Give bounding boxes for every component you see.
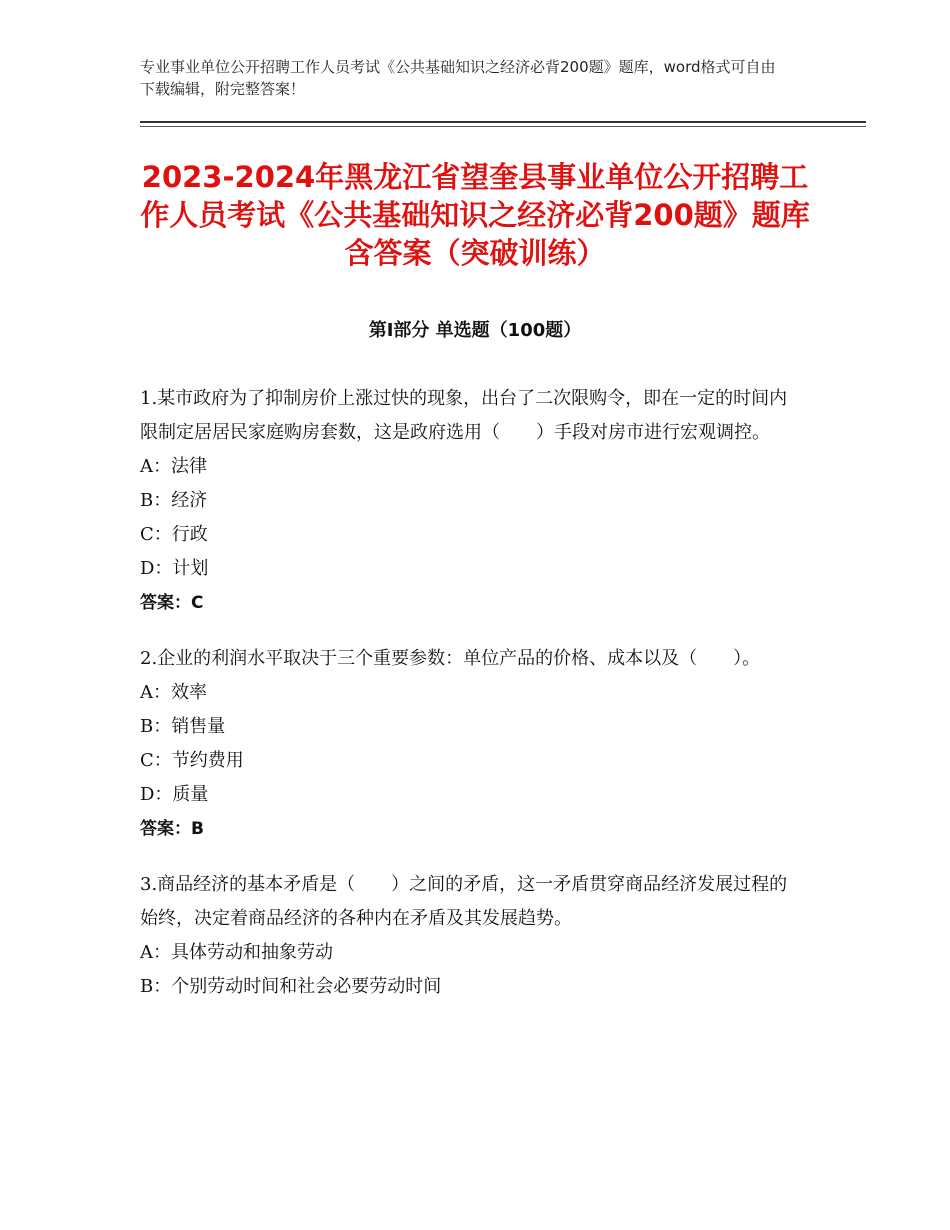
option-c: C：节约费用	[140, 750, 244, 771]
document-title: 2023-2024年黑龙江省望奎县事业单位公开招聘工作人员考试《公共基础知识之经济必背200题》题库含答案（突破训练）	[140, 160, 810, 270]
question-list	[140, 382, 800, 1026]
header-divider-thin	[140, 126, 866, 127]
option-d: D：质量	[140, 784, 209, 805]
option-b: B：个别劳动时间和社会必要劳动时间	[140, 976, 442, 997]
header-divider-thick	[140, 121, 866, 123]
answer: 答案：B	[140, 819, 204, 839]
option-a: A：效率	[140, 682, 207, 703]
option-d: D：计划	[140, 558, 209, 579]
question-stem: 2.企业的利润水平取决于三个重要参数：单位产品的价格、成本以及（ ）。	[140, 648, 761, 669]
question-2	[140, 642, 800, 846]
question-stem: 3.商品经济的基本矛盾是（ ）之间的矛盾，这一矛盾贯穿商品经济发展过程的始终，决定着商品经济的各种内在矛盾及其发展趋势。	[140, 874, 788, 929]
header-note: 专业事业单位公开招聘工作人员考试《公共基础知识之经济必背200题》题库，word格式可自由下载编辑，附完整答案！	[140, 58, 776, 98]
question-1	[140, 382, 800, 620]
option-c: C：行政	[140, 524, 208, 545]
section-title: 第Ⅰ部分 单选题（100题）	[368, 320, 582, 341]
option-a: A：法律	[140, 456, 207, 477]
question-3	[140, 868, 800, 1004]
option-a: A：具体劳动和抽象劳动	[140, 942, 333, 963]
question-stem: 1.某市政府为了抑制房价上涨过快的现象，出台了二次限购令，即在一定的时间内限制定居居民家庭购房套数，这是政府选用（ ）手段对房市进行宏观调控。	[140, 388, 788, 443]
option-b: B：经济	[140, 490, 208, 511]
option-b: B：销售量	[140, 716, 226, 737]
answer: 答案：C	[140, 593, 204, 613]
